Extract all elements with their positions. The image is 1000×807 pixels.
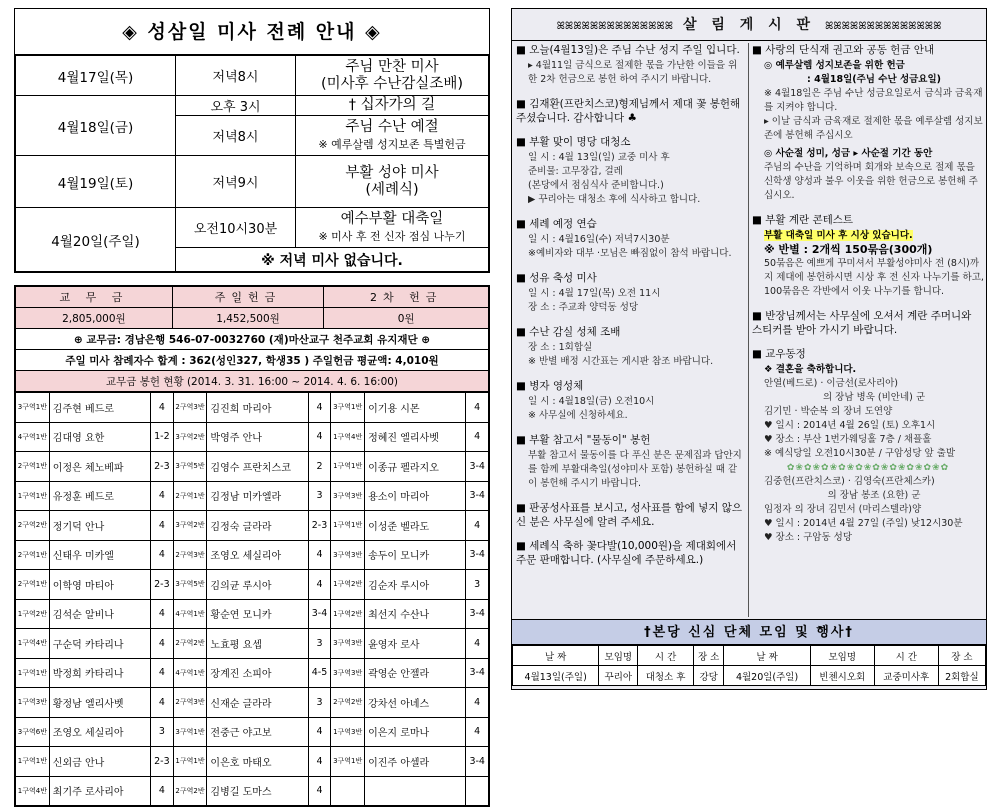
member-district: 1구역4반 xyxy=(331,422,365,452)
member-district: 1구역2반 xyxy=(331,599,365,629)
section-heading: ■ 판공성사표를 보시고, 성사표를 함에 넣지 않으신 분은 사무실에 알려 주세요. xyxy=(516,502,743,528)
notice-section xyxy=(516,43,744,87)
member-months: 3-4 xyxy=(466,540,489,570)
member-months: 2 xyxy=(308,452,331,482)
group-schedule xyxy=(512,619,986,686)
member-district: 1구역2반 xyxy=(331,570,365,600)
egg-contest-notice xyxy=(752,213,984,299)
member-months: 4 xyxy=(308,422,331,452)
schedule-cell: 2회합실 xyxy=(938,666,985,686)
schedule-cell: 꾸리아 xyxy=(599,666,638,686)
notice-section xyxy=(516,379,744,423)
schedule-header: 모임명 xyxy=(810,646,874,666)
liturgy-date: 4월18일(금) xyxy=(16,96,176,156)
notice-line: ♥ 일시 : 2014년 4월 26일 (토) 오후1시 xyxy=(764,420,936,431)
member-district: 4구역1반 xyxy=(173,658,207,688)
notice-line: 일 시 : 4월 13일(일) 교중 미사 후 xyxy=(528,152,670,163)
section-heading: ■ 성유 축성 미사 xyxy=(516,272,597,284)
member-name: 최선지 수산나 xyxy=(365,599,466,629)
schedule-table xyxy=(512,645,986,686)
member-name: 이학영 마티아 xyxy=(49,570,150,600)
schedule-header: 장 소 xyxy=(693,646,724,666)
member-name: 이종규 펠라지오 xyxy=(365,452,466,482)
liturgy-desc: 주님 수난 예절 ※ 예루살렘 성지보존 특별헌금 xyxy=(296,116,489,156)
section-heading: ■ 병자 영성체 xyxy=(516,380,584,392)
member-months: 4 xyxy=(151,658,174,688)
liturgy-date: 4월20일(주일) xyxy=(16,208,176,272)
member-district: 2구역1반 xyxy=(16,570,50,600)
notice-line: 부활 참고서 물동이를 다 푸신 분은 문제집과 답안지를 함께 부활대축일(성야미사 포함) 봉헌하실 때 같이 봉헌해 주시기 바랍니다. xyxy=(528,450,742,489)
notice-line: 일 시 : 4월18일(금) 오전10시 xyxy=(528,396,655,407)
board-title xyxy=(512,9,986,41)
notice-line: 주님의 수난을 기억하며 회개와 보속으로 절제 몫을 신학생 양성과 불우 이웃을 위한 헌금으로 봉헌해 주십시오. xyxy=(764,162,978,201)
notice-line: ※ 4월18일은 주님 수난 성금요일로서 금식과 금육재를 지켜야 합니다. xyxy=(764,88,983,113)
member-name: 장계진 소피아 xyxy=(207,658,308,688)
schedule-cell: 강당 xyxy=(693,666,724,686)
member-district: 2구역2반 xyxy=(16,511,50,541)
schedule-cell: 빈첸시오회 xyxy=(810,666,874,686)
table-row xyxy=(16,511,489,541)
highlight-text: 부활 대축일 미사 후 시상 있습니다. xyxy=(764,230,913,241)
member-months: 4 xyxy=(151,540,174,570)
liturgy-date: 4월17일(목) xyxy=(16,56,176,96)
member-name: 전중근 야고보 xyxy=(207,717,308,747)
member-months: 3 xyxy=(151,717,174,747)
member-district: 3구역2반 xyxy=(173,511,207,541)
member-district: 1구역3반 xyxy=(331,717,365,747)
schedule-header: 날 짜 xyxy=(513,646,599,666)
leader-notice xyxy=(752,309,984,337)
table-row xyxy=(16,776,489,806)
notice-line: ♥ 장소 : 구암동 성당 xyxy=(764,532,853,543)
member-name: 신외금 안나 xyxy=(49,747,150,777)
notice-line: 일 시 : 4월16일(수) 저녁7시30분 xyxy=(528,234,670,245)
schedule-cell: 4월13일(주일) xyxy=(513,666,599,686)
section-heading: ■ 사랑의 단식재 권고와 공동 헌금 안내 xyxy=(752,44,935,56)
member-months: 4 xyxy=(151,629,174,659)
offering-value: 2,805,000원 xyxy=(16,308,173,329)
member-district: 3구역5반 xyxy=(173,452,207,482)
notice-line: 김중헌(프란치스코) · 김영숙(프란체스카) xyxy=(764,476,935,487)
member-name: 신태우 미카엘 xyxy=(49,540,150,570)
member-district: 3구역3반 xyxy=(331,540,365,570)
notice-line: ◎ 사순절 성미, 성금 ▸ 사순절 기간 동안 xyxy=(764,148,933,159)
member-months: 3 xyxy=(308,629,331,659)
schedule-cell: 4월20일(주일) xyxy=(724,666,810,686)
table-row xyxy=(16,481,489,511)
schedule-header: 날 짜 xyxy=(724,646,810,666)
member-district: 3구역3반 xyxy=(331,658,365,688)
member-name: 김정남 미카엘라 xyxy=(207,481,308,511)
member-district: 3구역2반 xyxy=(173,422,207,452)
member-district: 2구역3반 xyxy=(173,688,207,718)
member-months: 4 xyxy=(151,688,174,718)
member-district: 2구역2반 xyxy=(331,688,365,718)
member-months: 4 xyxy=(308,776,331,806)
member-name: 정기덕 안나 xyxy=(49,511,150,541)
member-district: 3구역1반 xyxy=(331,747,365,777)
member-name: 노효평 요셉 xyxy=(207,629,308,659)
liturgy-time: 오전10시30분 xyxy=(176,208,296,248)
schedule-header: 시 간 xyxy=(874,646,938,666)
section-heading: ■ 세례식 축하 꽃다발(10,000원)을 제대회에서 주문 판매합니다. (사무실에 주문하세요.) xyxy=(516,540,737,566)
member-district: 1구역3반 xyxy=(16,688,50,718)
offering-value: 0원 xyxy=(324,308,489,329)
liturgy-schedule xyxy=(14,8,490,273)
member-months: 3-4 xyxy=(466,599,489,629)
left-page xyxy=(14,8,490,799)
no-evening-mass: ※ 저녁 미사 없습니다. xyxy=(176,248,489,272)
member-district: 3구역3반 xyxy=(331,481,365,511)
member-district: 4구역1반 xyxy=(173,599,207,629)
member-months: 4 xyxy=(151,511,174,541)
notice-section xyxy=(516,501,744,529)
member-district: 1구역2반 xyxy=(16,599,50,629)
ornament: ꕤꕤꕤꕤꕤꕤꕤꕤꕤꕤꕤꕤꕤꕤ xyxy=(556,21,674,32)
member-name: 이은호 마태오 xyxy=(207,747,308,777)
member-name: 김의균 루시아 xyxy=(207,570,308,600)
notice-section xyxy=(516,325,744,369)
member-district: 1구역4반 xyxy=(16,629,50,659)
member-months: 3-4 xyxy=(466,481,489,511)
section-heading: ■ 김재환(프란치스코)형제님께서 제대 꽃 봉헌해 주셨습니다. 감사합니다 ♣ xyxy=(516,98,741,124)
member-name: 이정은 체노베파 xyxy=(49,452,150,482)
member-months xyxy=(466,776,489,806)
notice-line: 준비물: 고무장갑, 걸레 xyxy=(528,166,623,177)
member-name: 이진주 아셀라 xyxy=(365,747,466,777)
notice-line: ◎ 예루살렘 성지보존을 위한 헌금 xyxy=(764,60,905,71)
table-row xyxy=(16,393,489,423)
notice-line: : 4월18일(주님 수난 성금요일) xyxy=(806,74,941,85)
member-name: 박정희 카타리나 xyxy=(49,658,150,688)
offering-report xyxy=(14,285,490,807)
schedule-cell: 대청소 후 xyxy=(638,666,694,686)
member-district: 1구역1반 xyxy=(331,452,365,482)
member-name: 송두이 모니카 xyxy=(365,540,466,570)
notice-line: ♥ 장소 : 부산 1번가웨딩홀 7층 / 채플홀 xyxy=(764,434,932,445)
notice-line: 50묶음은 예쁘게 꾸미셔서 부활성야미사 전 (8시)까지 제대에 봉헌하시면 시상 후 전 신자 나누기를 하고, 100묶음은 각반에서 이웃 나누기를 합니다. xyxy=(764,258,984,297)
liturgy-title: ◈ 성삼일 미사 전례 안내 ◈ xyxy=(15,9,489,55)
table-row xyxy=(16,747,489,777)
notice-section xyxy=(516,217,744,261)
table-row xyxy=(16,422,489,452)
member-name: 황순연 모니카 xyxy=(207,599,308,629)
notice-section xyxy=(516,433,744,491)
member-months: 4 xyxy=(466,688,489,718)
notice-line: ※예비자와 대부 ·모님은 빠짐없이 참석 바랍니다. xyxy=(528,248,732,259)
member-district: 2구역1반 xyxy=(16,452,50,482)
notice-line: (본당에서 점심식사 준비합니다.) xyxy=(528,180,664,191)
table-row xyxy=(16,717,489,747)
liturgy-time: 저녁8시 xyxy=(176,116,296,156)
schedule-title: †본당 신심 단체 모임 및 행사† xyxy=(512,619,986,645)
member-name: 정혜진 엘리사벳 xyxy=(365,422,466,452)
member-offering-table xyxy=(15,392,489,806)
parish-news xyxy=(752,347,984,545)
member-months: 2-3 xyxy=(151,747,174,777)
liturgy-time: 오후 3시 xyxy=(176,96,296,116)
liturgy-desc: † 십자가의 길 xyxy=(296,96,489,116)
member-months: 3-4 xyxy=(308,599,331,629)
notice-line: 의 장남 봉조 (요한) 군 xyxy=(827,490,921,501)
member-name: 조영오 세실리아 xyxy=(207,540,308,570)
member-name: 신재순 글라라 xyxy=(207,688,308,718)
section-heading: ■ 부활 참고서 "물동이" 봉헌 xyxy=(516,434,651,446)
member-months: 4 xyxy=(308,570,331,600)
member-months: 4 xyxy=(466,717,489,747)
notice-line: ※ 반별 : 2개씩 150묶음(300개) xyxy=(764,243,933,256)
table-row xyxy=(16,629,489,659)
bank-account: ⊕ 교무금: 경남은행 546-07-0032760 (재)마산교구 천주교회 유지재단 ⊕ xyxy=(16,329,489,350)
member-district: 3구역6반 xyxy=(16,717,50,747)
member-months: 4 xyxy=(308,747,331,777)
schedule-header: 장 소 xyxy=(938,646,985,666)
column-divider xyxy=(748,43,749,617)
member-months: 2-3 xyxy=(151,570,174,600)
member-district: 3구역3반 xyxy=(331,629,365,659)
member-district: 3구역1반 xyxy=(16,393,50,423)
member-name: 김석순 알비나 xyxy=(49,599,150,629)
member-district: 2구역2반 xyxy=(173,629,207,659)
member-months: 4 xyxy=(151,599,174,629)
member-district: 2구역2반 xyxy=(173,776,207,806)
member-district: 2구역3반 xyxy=(173,540,207,570)
member-months: 3-4 xyxy=(466,452,489,482)
member-months: 4 xyxy=(308,393,331,423)
member-months: 3 xyxy=(308,688,331,718)
member-months: 1-2 xyxy=(151,422,174,452)
notice-line: ※ 반별 배정 시간표는 게시판 참조 바랍니다. xyxy=(528,356,714,367)
member-district xyxy=(331,776,365,806)
member-months: 4 xyxy=(308,540,331,570)
member-months: 4 xyxy=(151,393,174,423)
member-months: 3 xyxy=(466,570,489,600)
section-heading: ■ 부활 맞이 명당 대청소 xyxy=(516,136,631,148)
table-row xyxy=(16,688,489,718)
notice-line: 안열(베드로) · 이금선(로사리아) xyxy=(764,378,899,389)
notices-column-left xyxy=(516,43,744,577)
member-name: 김정숙 글라라 xyxy=(207,511,308,541)
table-row xyxy=(16,658,489,688)
member-months: 4 xyxy=(151,776,174,806)
offering-header: 주일헌금 xyxy=(172,287,324,308)
notice-line: ※ 예식당일 오전10시30분 / 구암성당 앞 출발 xyxy=(764,448,956,459)
member-name: 이성준 벨라도 xyxy=(365,511,466,541)
notice-line: ❖ 결혼을 축하합니다. xyxy=(764,364,857,375)
offering-header: 2차 헌금 xyxy=(324,287,489,308)
member-name: 강차선 아녜스 xyxy=(365,688,466,718)
member-name: 곽영순 안젤라 xyxy=(365,658,466,688)
notice-line: 의 장남 병욱 (비안네) 군 xyxy=(822,392,926,403)
liturgy-table xyxy=(15,55,489,272)
notice-line: ▸ 이날 금식과 금육재로 절제한 몫을 예루살렘 성지보존에 봉헌해 주십시오 xyxy=(764,116,983,141)
notice-line: ♥ 일시 : 2014년 4월 27일 (주일) 낮12시30분 xyxy=(764,518,963,529)
board-title-text: 살 림 게 시 판 xyxy=(682,17,816,33)
schedule-cell: 교중미사후 xyxy=(874,666,938,686)
notice-line: 일 시 : 4월 17일(목) 오전 11시 xyxy=(528,288,661,299)
bulletin-board xyxy=(511,8,987,690)
notice-line: ※ 사무실에 신청하세요. xyxy=(528,410,628,421)
flower-divider: ✿❀✿❀✿❀✿❀✿❀✿❀✿❀✿❀✿❀✿ xyxy=(786,463,950,473)
member-name: 이기용 시몬 xyxy=(365,393,466,423)
member-name: 박영주 안나 xyxy=(207,422,308,452)
member-district: 2구역3반 xyxy=(173,393,207,423)
member-months: 3-4 xyxy=(466,747,489,777)
attendance-summary: 주일 미사 참례자수 합계 : 362(성인327, 학생35 ) 주일헌금 평균액: 4,010원 xyxy=(16,350,489,371)
member-name: 구순덕 카타리나 xyxy=(49,629,150,659)
member-district: 1구역4반 xyxy=(16,776,50,806)
notice-section xyxy=(516,97,744,125)
offering-period: 교무금 봉헌 현황 (2014. 3. 31. 16:00 ~ 2014. 4. 6. 16:00) xyxy=(16,371,489,392)
notice-line: 장 소 : 1회합실 xyxy=(528,342,593,353)
offering-value: 1,452,500원 xyxy=(172,308,324,329)
member-district: 1구역1반 xyxy=(16,481,50,511)
member-months: 3 xyxy=(308,481,331,511)
section-heading: ■ 오늘(4월13일)은 주님 수난 성지 주일 입니다. xyxy=(516,44,740,56)
member-district: 1구역1반 xyxy=(16,658,50,688)
ornament: ꕤꕤꕤꕤꕤꕤꕤꕤꕤꕤꕤꕤꕤꕤ xyxy=(824,21,942,32)
liturgy-time: 저녁9시 xyxy=(176,156,296,208)
section-heading: ■ 세례 예정 연습 xyxy=(516,218,597,230)
notices-column-right xyxy=(752,43,984,555)
member-name: 김진희 마리아 xyxy=(207,393,308,423)
member-months: 4 xyxy=(151,481,174,511)
member-name: 황정남 엘리사벳 xyxy=(49,688,150,718)
member-name: 이은지 로마나 xyxy=(365,717,466,747)
member-months: 3-4 xyxy=(466,658,489,688)
member-district: 1구역1반 xyxy=(331,511,365,541)
member-name: 김병길 도마스 xyxy=(207,776,308,806)
section-heading: ■ 수난 감실 성체 조배 xyxy=(516,326,621,338)
member-name: 용소이 마리아 xyxy=(365,481,466,511)
table-row xyxy=(16,452,489,482)
member-months: 4 xyxy=(466,629,489,659)
member-name: 김주현 베드로 xyxy=(49,393,150,423)
member-name: 윤영자 로사 xyxy=(365,629,466,659)
member-months: 4 xyxy=(466,393,489,423)
member-district: 3구역1반 xyxy=(331,393,365,423)
member-district: 3구역1반 xyxy=(173,717,207,747)
section-heading: ■ 교우동정 xyxy=(752,348,806,360)
table-row xyxy=(16,599,489,629)
member-district: 4구역1반 xyxy=(16,422,50,452)
member-months: 4 xyxy=(466,422,489,452)
member-district: 1구역1반 xyxy=(16,747,50,777)
liturgy-desc: 예수부활 대축일 ※ 미사 후 전 신자 점심 나누기 xyxy=(296,208,489,248)
liturgy-date: 4월19일(토) xyxy=(16,156,176,208)
member-name: 조영오 세실리아 xyxy=(49,717,150,747)
section-heading: ■ 부활 계란 콘테스트 xyxy=(752,214,854,226)
schedule-header: 모임명 xyxy=(599,646,638,666)
notice-line: 장 소 : 주교좌 양덕동 성당 xyxy=(528,302,639,313)
notice-section xyxy=(516,135,744,207)
table-row xyxy=(16,570,489,600)
member-district: 2구역1반 xyxy=(16,540,50,570)
member-months: 4 xyxy=(308,717,331,747)
member-months: 2-3 xyxy=(151,452,174,482)
member-name: 김대영 요한 xyxy=(49,422,150,452)
member-district: 1구역1반 xyxy=(173,747,207,777)
member-months: 4 xyxy=(466,511,489,541)
member-district: 3구역5반 xyxy=(173,570,207,600)
section-heading: ■ 반장님께서는 사무실에 오셔서 계란 주머니와 스티커를 받아 가시기 바랍니다. xyxy=(752,310,972,336)
member-months: 2-3 xyxy=(308,511,331,541)
notice-section xyxy=(516,271,744,315)
notice-line: 김기민 · 박순복 의 장녀 도연양 xyxy=(764,406,893,417)
schedule-header: 시 간 xyxy=(638,646,694,666)
notice-line: ▶ 꾸리아는 대청소 후에 식사하고 합니다. xyxy=(528,194,701,205)
offering-header: 교 무 금 xyxy=(16,287,173,308)
member-months: 4-5 xyxy=(308,658,331,688)
liturgy-desc: 부활 성야 미사 (세례식) xyxy=(296,156,489,208)
member-district: 2구역1반 xyxy=(173,481,207,511)
member-name: 유정훈 베드로 xyxy=(49,481,150,511)
member-name: 김영수 프란치스코 xyxy=(207,452,308,482)
notice-line: ▸ 4월11일 금식으로 절제한 몫을 가난한 이들을 위한 2차 헌금으로 봉헌 하여 주시기 바랍니다. xyxy=(528,60,738,85)
member-name: 김순자 루시아 xyxy=(365,570,466,600)
fasting-notice xyxy=(752,43,984,203)
notice-line: 임정자 의 장녀 김민서 (마리스텔라)양 xyxy=(764,504,922,515)
liturgy-time: 저녁8시 xyxy=(176,56,296,96)
member-name: 최기주 로사리아 xyxy=(49,776,150,806)
notice-section xyxy=(516,539,744,567)
liturgy-desc: 주님 만찬 미사 (미사후 수난감실조배) xyxy=(296,56,489,96)
table-row xyxy=(16,540,489,570)
member-name xyxy=(365,776,466,806)
